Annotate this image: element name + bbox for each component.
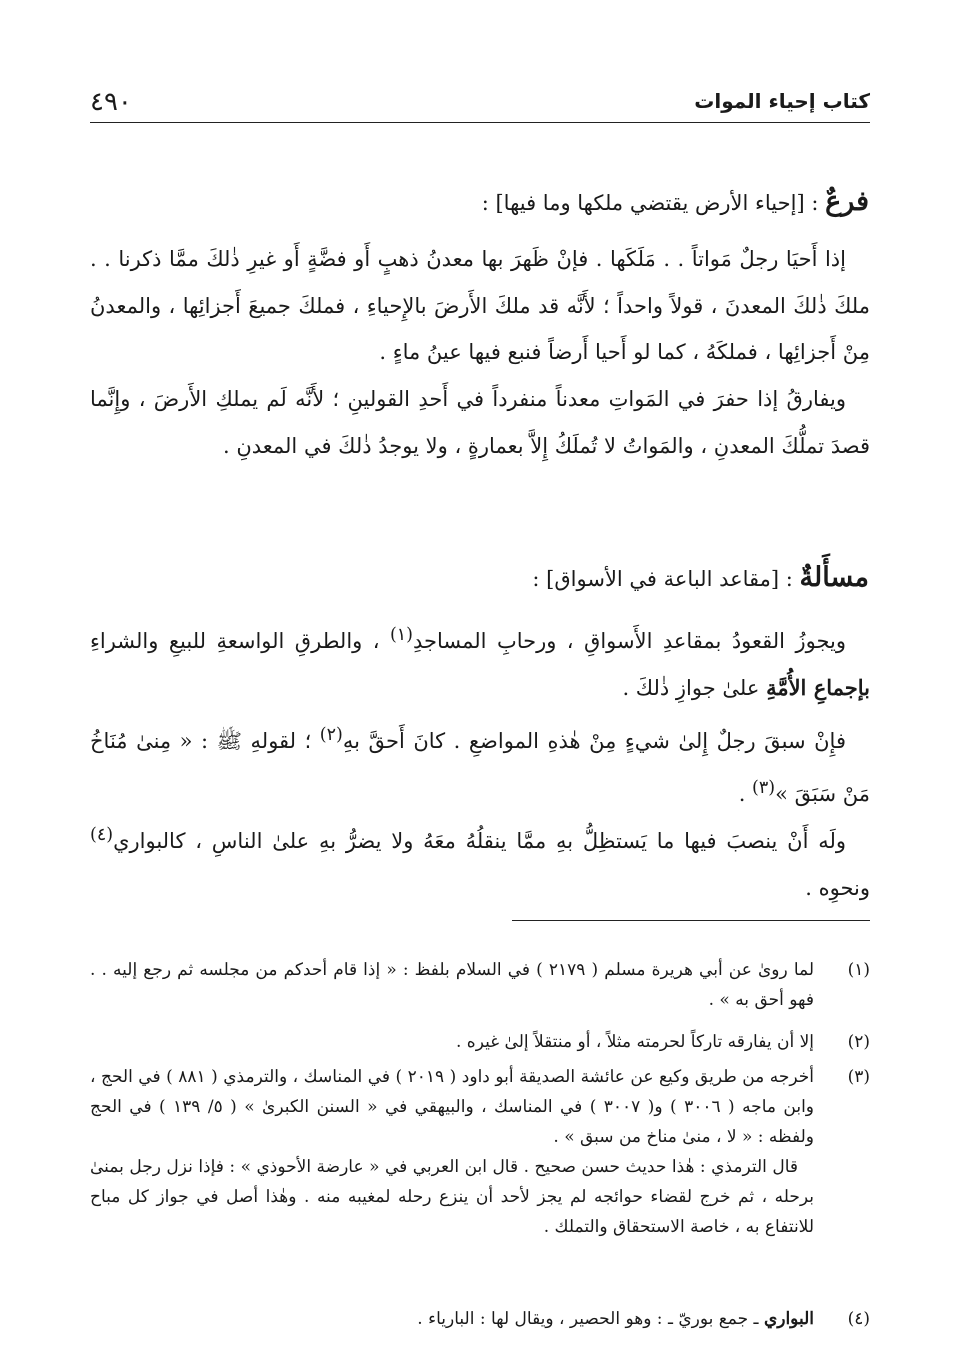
- paragraph-text: إذا أَحيَا رجلٌ مَواتاً . . مَلَكَها . فإنْ ظَهرَ بها معدنُ ذهبٍ أَو فضَّةٍ أَو غيرِ ذٰلكَ ممَّا ذكرنا . . ملكَ ذٰلكَ المعدنَ ، قولاً واحداً ؛ لأَنَّه قد ملكَ الأَرضَ بالإِحياءِ ، فملكَ جميعَ أَجزائِها ، والمعدنُ مِنْ أَجزائِها ، فملكَهُ ، كما لو أَحيا أَرضاً فنبع فيها عينُ ماءٍ .: [90, 247, 870, 364]
- footnote-ref: (٢): [319, 725, 343, 745]
- header-divider: [90, 122, 870, 123]
- footnote-number: (٣): [847, 1067, 870, 1087]
- section-title: : [مقاعد الباعة في الأسواق] :: [532, 567, 800, 591]
- page-header: [90, 85, 870, 121]
- footnote-2: [90, 1027, 870, 1057]
- paragraph-3: ويجوزُ القعودُ بمقاعدِ الأَسواقِ ، ورحابِ المساجدِ$^{(١)}$ ، والطرقِ الواسعةِ للبيعِ والشراءِ بإجماعِ الأُمَّةِ علىٰ جوازِ ذٰلكَ .: [90, 625, 870, 700]
- running-title: كتاب إحياء الموات: [694, 89, 870, 113]
- section-keyword: فرعٌ: [825, 186, 869, 217]
- emphasis: بإجماعِ الأُمَّةِ: [766, 674, 870, 700]
- paragraph-2: [90, 376, 870, 469]
- section-heading-masala: [89, 562, 869, 593]
- footnote-1: [90, 955, 870, 1015]
- paragraph-4: فإِنْ سبقَ رجلٌ إِلىٰ شيءٍ مِنْ هٰذهِ المواضعِ . كانَ أَحقَّ بهِ$^{(٢)}$ ؛ لقولهِ ﷺ : « مِنىٰ مُنَاخُ مَنْ سَبَقَ »$^{(٣)}$ .: [90, 725, 870, 806]
- footnote-text: البواري ـ جمع بوريّ ـ : وهو الحصير ، ويقال لها : البارياء .: [417, 1309, 814, 1329]
- footnote-number: (٢): [847, 1032, 870, 1052]
- footnote-text: إلا أن يفارقه تاركاً لحرمته مثلاً ، أو منتقلاً إلىٰ غيره .: [456, 1032, 814, 1052]
- paragraph-1: [90, 236, 870, 376]
- section-title: : [إحياء الأرض يقتضي ملكها وما فيها] :: [481, 191, 826, 215]
- footnote-number: (١): [847, 960, 870, 980]
- paragraph-5: ولَه أَنْ ينصبَ فيها ما يَستظِلُّ بهِ ممَّا ينقلُهُ معَهُ ولا يضرُّ بهِ علىٰ الناسِ ، كالبواري$^{(٤)}$ ونحوِه .: [90, 825, 870, 900]
- footnote-text: لما روىٰ عن أبي هريرة مسلم ( ٢١٧٩ ) في السلام بلفظ : « إذا قام أحدكم من مجلسه ثم رجع إليه . . فهو أحق به » .: [90, 960, 815, 1010]
- section-keyword: مسأَلةٌ: [799, 562, 869, 593]
- footnote-text: أخرجه من طريق وكيع عن عائشة الصديقة أبو داود ( ٢٠١٩ ) في المناسك ، والترمذي ( ٨٨١ ) في الحج ، وابن ماجه ( ٣٠٠٦ ) و( ٣٠٠٧ ) في المناسك ، والبيهقي في « السنن الكبرىٰ » ( ٥/ ١٣٩ ) في الحج ولفظه : « لا ، منىٰ مناخ من سبق » .: [90, 1067, 815, 1147]
- section-heading-far: [89, 186, 869, 217]
- footnote-ref: (١): [389, 625, 413, 645]
- footnote-divider: [512, 920, 870, 921]
- footnote-text-continued: قال الترمذي : هٰذا حديث حسن صحيح . قال ابن العربي في « عارضة الأحوذي » : فإذا نزل رجل بمنىٰ برحله ، ثم خرج لقضاء حوائجه لم يجز لأحد أن ينزع رحله لمغيبه منه . وهٰذا أصل في جواز كل مباح للانتفاع به ، خاصة الاستحقاق والتملك .: [90, 1157, 814, 1237]
- footnote-number: (٤): [847, 1309, 870, 1329]
- footnote-term: البواري: [763, 1309, 814, 1329]
- footnote-4: [90, 1304, 870, 1334]
- paragraph-text: ويفارقُ إذا حفرَ في المَواتِ معدناً منفرداً في أَحدِ القولينِ ؛ لأَنَّه لَم يملكِ الأَرضَ ، وإِنَّما قصدَ تملُّكَ المعدنِ ، والمَواتُ لا تُملَكُ إِلاَّ بعمارةٍ ، ولا يوجدُ ذٰلكَ في المعدنِ .: [90, 387, 870, 458]
- footnote-3: [90, 1062, 870, 1242]
- footnote-ref: (٣): [752, 777, 776, 798]
- page-number: ٤٩٠: [90, 87, 132, 117]
- footnote-ref: (٤): [90, 825, 114, 845]
